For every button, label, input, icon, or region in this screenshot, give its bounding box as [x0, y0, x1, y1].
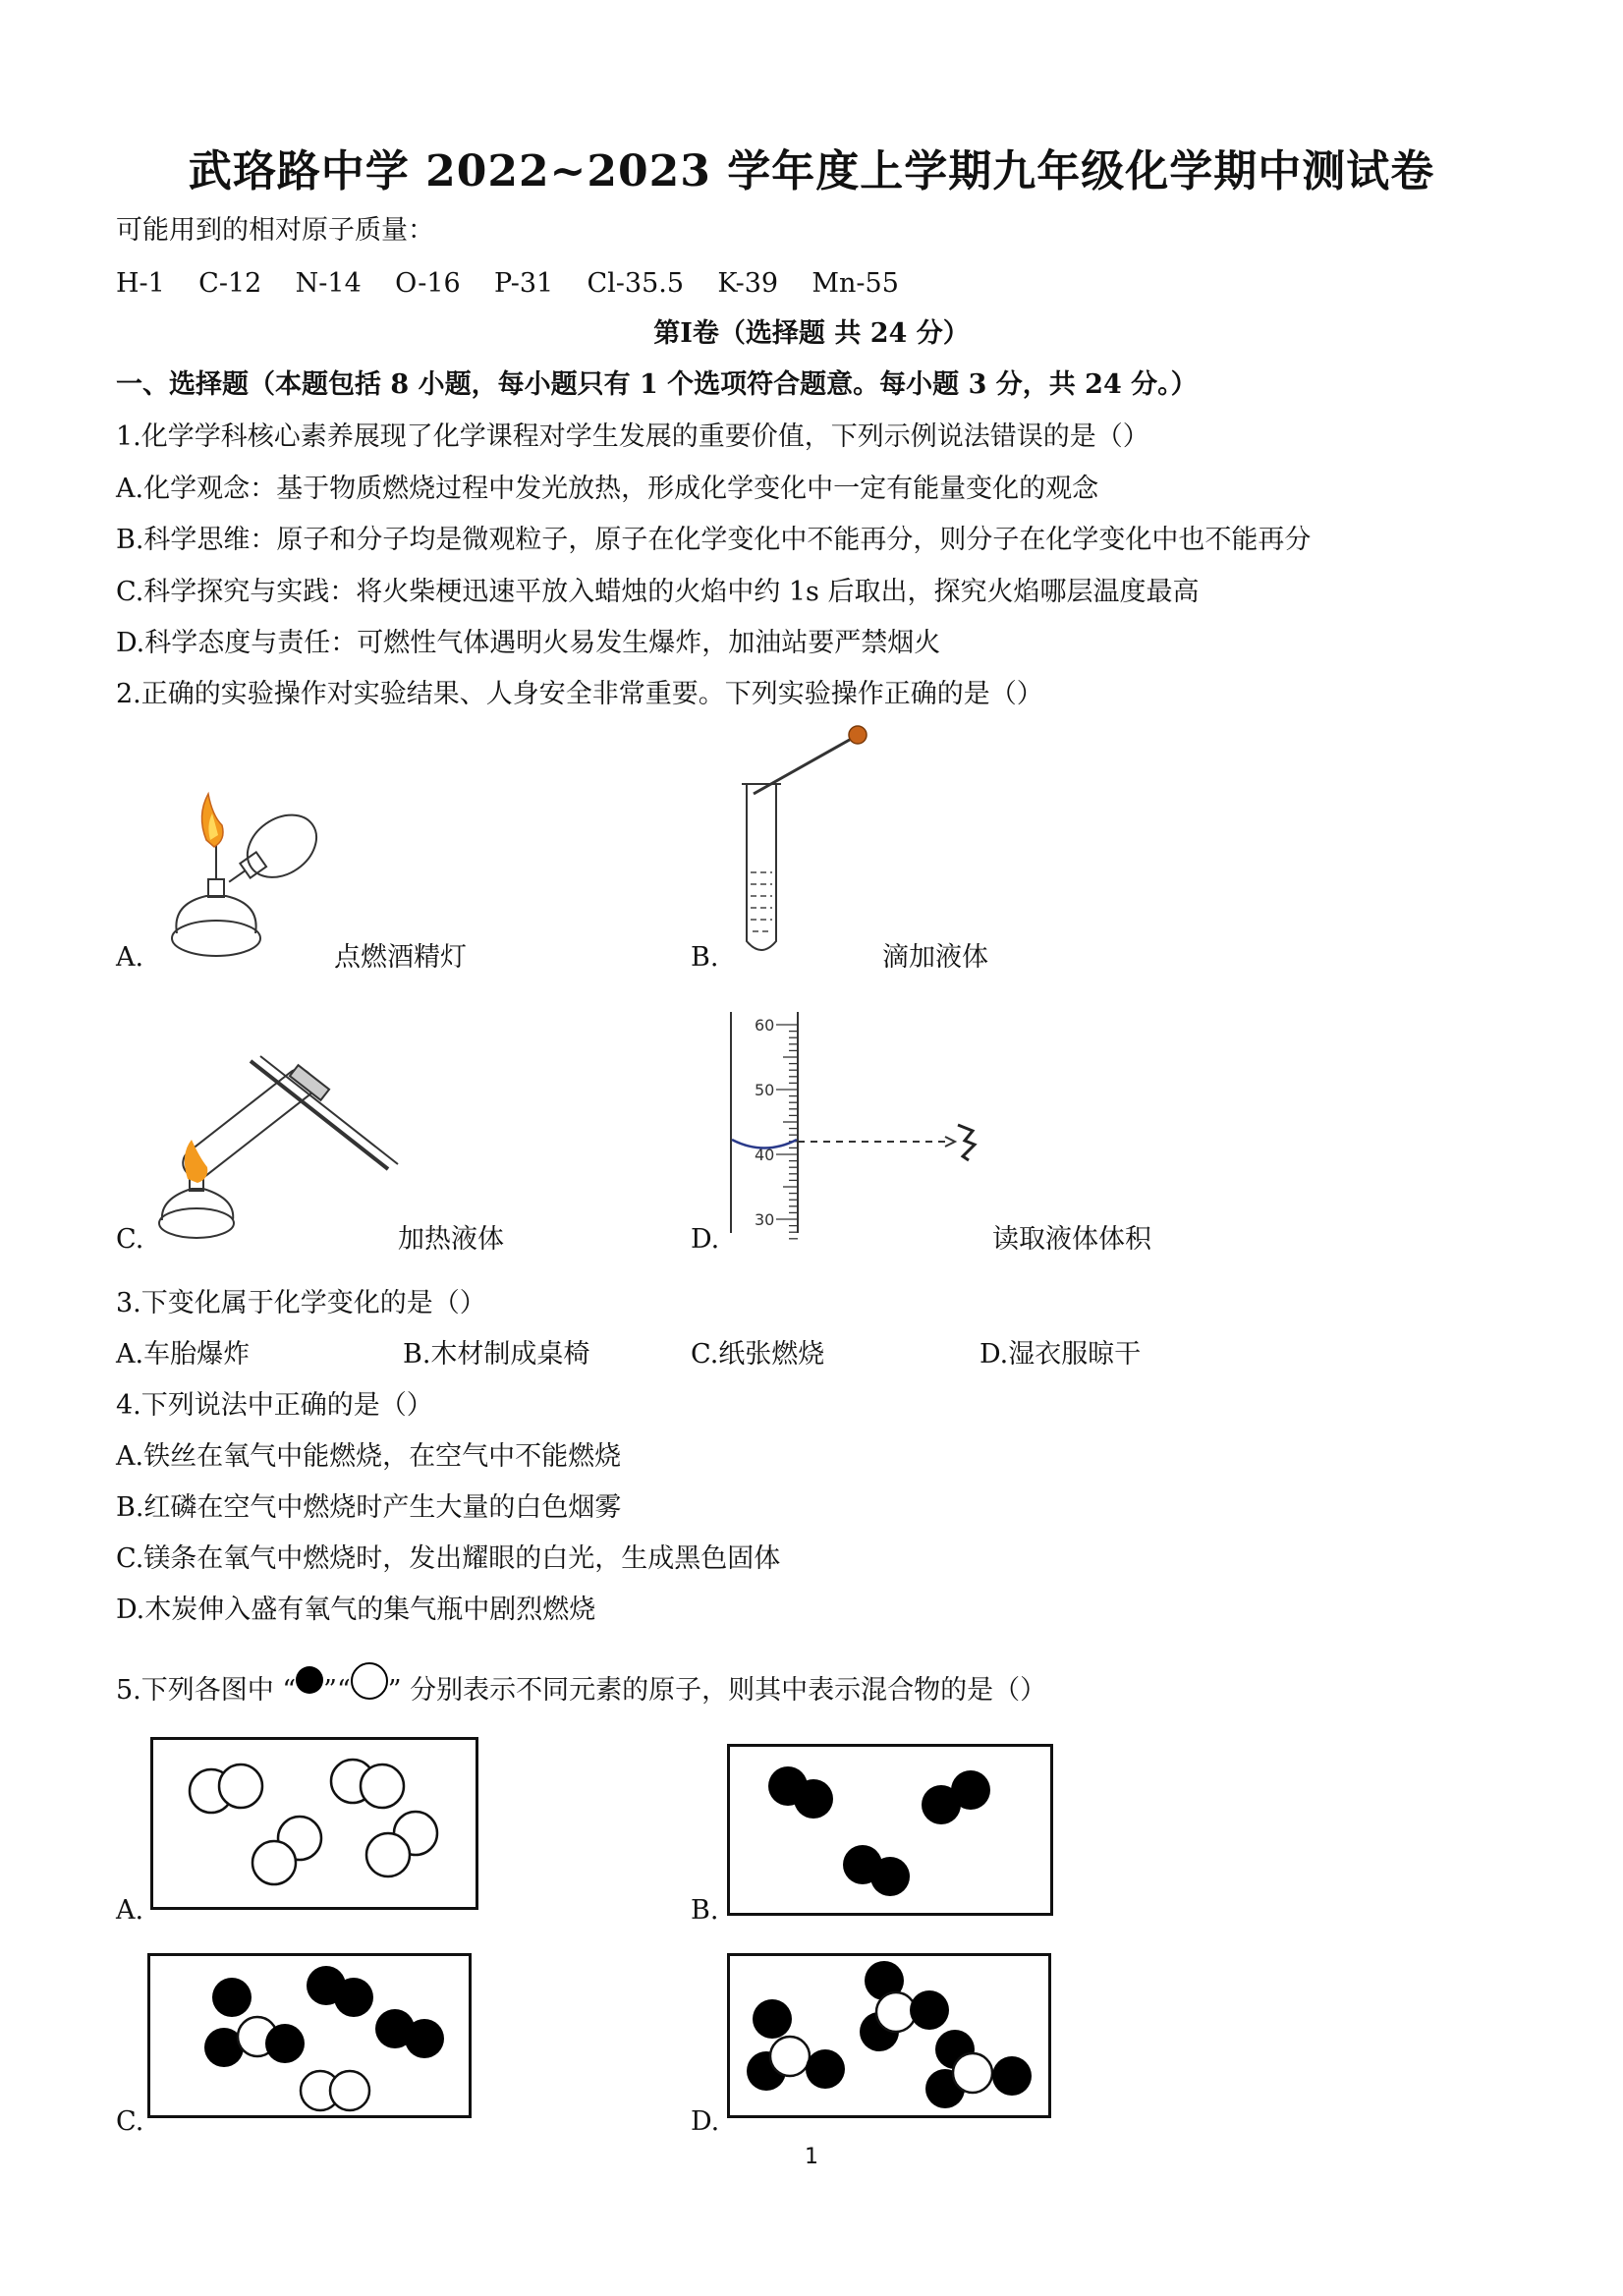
q3-option-a[interactable]: A.车胎爆炸 — [116, 1339, 251, 1370]
atomic-mass-intro: 可能用到的相对原子质量： — [116, 215, 434, 246]
q4-option-d[interactable]: D.木炭伸入盛有氧气的集气瓶中剧烈燃烧 — [116, 1595, 596, 1625]
q2-label-d[interactable]: D. — [691, 1224, 720, 1255]
q2-label-c[interactable]: C. — [116, 1224, 144, 1255]
tick-label-60: 60 — [755, 1016, 775, 1035]
part-title: 一、选择题（本题包括 8 小题，每小题只有 1 个选项符合题意。每小题 3 分，共 24 分。） — [116, 369, 1198, 400]
tick-label-30: 30 — [755, 1210, 775, 1229]
q4-stem: 4.下列说法中正确的是（） — [116, 1390, 433, 1421]
q5-stem-suffix: ” 分别表示不同元素的原子，则其中表示混合物的是（） — [387, 1675, 1047, 1706]
q2-caption-c: 加热液体 — [398, 1224, 504, 1255]
q5-box-c[interactable] — [147, 1953, 472, 2118]
atomic-mass-values: H-1 C-12 N-14 O-16 P-31 Cl-35.5 K-39 Mn-55 — [116, 268, 899, 299]
q2-caption-d: 读取液体体积 — [992, 1224, 1151, 1255]
white-atom-icon — [351, 1662, 388, 1700]
alcohol-lamp-lighting-figure — [157, 786, 334, 963]
q5-stem — [116, 1674, 1046, 1708]
q2-label-a[interactable]: A. — [116, 942, 144, 973]
exam-title: 武珞路中学 2022~2023 学年度上学期九年级化学期中测试卷 — [188, 146, 1435, 196]
black-atom-icon — [296, 1666, 323, 1694]
q1-stem: 1.化学学科核心素养展现了化学课程对学生发展的重要价值，下列示例说法错误的是（） — [116, 421, 1149, 452]
q3-option-b[interactable]: B.木材制成桌椅 — [403, 1339, 590, 1370]
q2-stem: 2.正确的实验操作对实验结果、人身安全非常重要。下列实验操作正确的是（） — [116, 679, 1043, 709]
page-number: 1 — [805, 2145, 818, 2169]
heating-liquid-figure — [152, 1041, 398, 1248]
q3-option-d[interactable]: D.湿衣服晾干 — [979, 1339, 1142, 1370]
q5-box-a[interactable] — [150, 1737, 478, 1910]
graduated-cylinder-figure — [727, 1007, 992, 1243]
q5-box-b[interactable] — [727, 1744, 1053, 1916]
q1-option-a[interactable]: A.化学观念：基于物质燃烧过程中发光放热，形成化学变化中一定有能量变化的观念 — [116, 474, 1099, 504]
q1-option-b[interactable]: B.科学思维：原子和分子均是微观粒子，原子在化学变化中不能再分，则分子在化学变化中也不能再分 — [116, 525, 1312, 555]
q2-caption-b: 滴加液体 — [882, 942, 988, 973]
q5-label-c[interactable]: C. — [116, 2106, 144, 2137]
q2-label-b[interactable]: B. — [691, 942, 719, 973]
dropper-test-tube-figure — [732, 725, 879, 961]
q2-caption-a: 点燃酒精灯 — [334, 942, 467, 973]
q4-option-c[interactable]: C.镁条在氧气中燃烧时，发出耀眼的白光，生成黑色固体 — [116, 1543, 781, 1574]
q5-stem-mid: ”“ — [323, 1675, 351, 1706]
q5-label-a[interactable]: A. — [116, 1895, 144, 1926]
section-heading: 第Ⅰ卷（选择题 共 24 分） — [653, 318, 970, 349]
q3-option-c[interactable]: C.纸张燃烧 — [691, 1339, 825, 1370]
q1-option-d[interactable]: D.科学态度与责任：可燃性气体遇明火易发生爆炸，加油站要严禁烟火 — [116, 628, 941, 658]
q5-stem-prefix: 5.下列各图中 “ — [116, 1675, 297, 1706]
tick-label-40: 40 — [755, 1146, 775, 1164]
q1-option-c[interactable]: C.科学探究与实践：将火柴梗迅速平放入蜡烛的火焰中约 1s 后取出，探究火焰哪层温度最高 — [116, 577, 1200, 607]
q5-label-d[interactable]: D. — [691, 2106, 720, 2137]
q4-option-b[interactable]: B.红磷在空气中燃烧时产生大量的白色烟雾 — [116, 1492, 622, 1523]
q4-option-a[interactable]: A.铁丝在氧气中能燃烧，在空气中不能燃烧 — [116, 1441, 622, 1472]
q5-box-d[interactable] — [727, 1953, 1051, 2118]
q3-stem: 3.下变化属于化学变化的是（） — [116, 1288, 486, 1318]
tick-label-50: 50 — [755, 1081, 775, 1099]
q5-label-b[interactable]: B. — [691, 1895, 719, 1926]
